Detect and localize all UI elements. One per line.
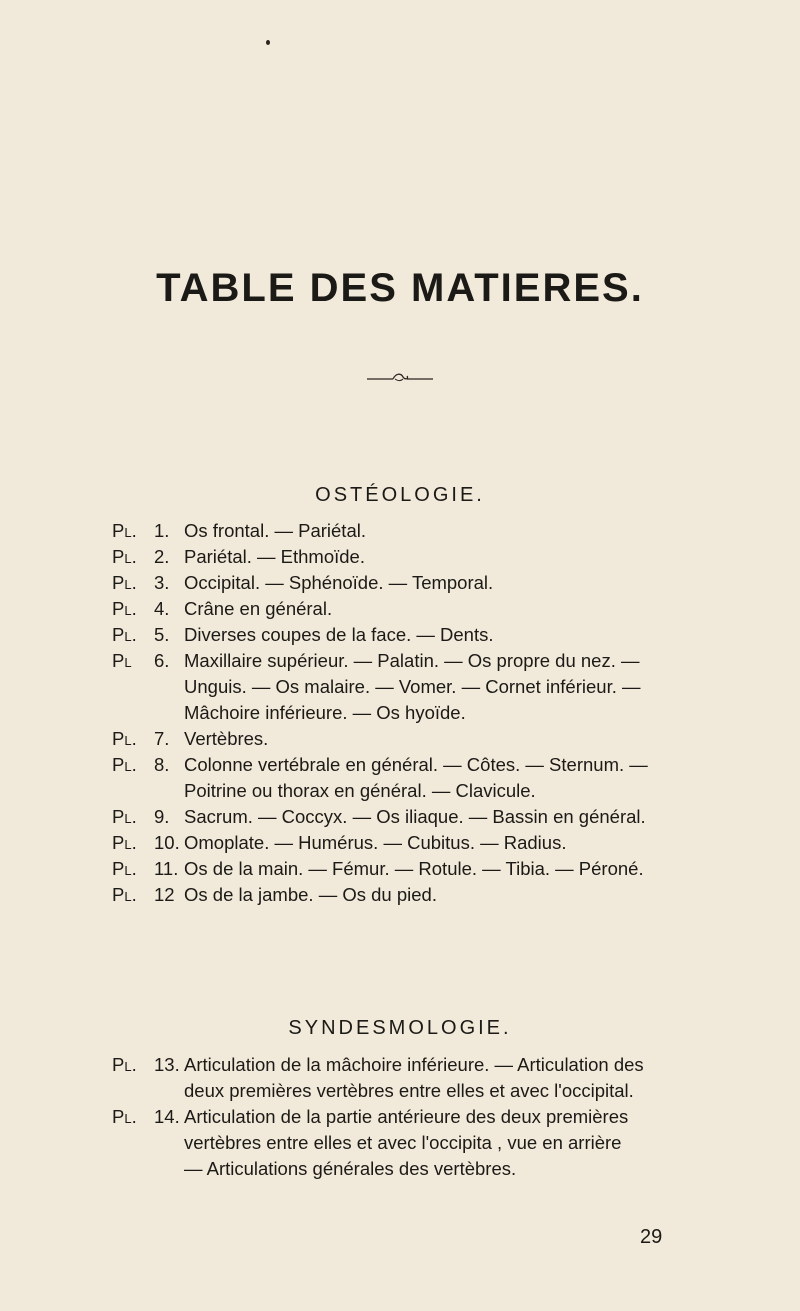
entry-text bbox=[184, 856, 712, 882]
syndesmologie-entries bbox=[112, 1052, 712, 1182]
plate-number: 7. bbox=[154, 728, 170, 749]
entry-text bbox=[184, 648, 712, 726]
entry-line: Sacrum. — Coccyx. — Os iliaque. — Bassin en général. bbox=[184, 806, 646, 827]
plate-label: Pl. bbox=[112, 520, 137, 541]
entry-line: Omoplate. — Humérus. — Cubitus. — Radius. bbox=[184, 832, 567, 853]
toc-entry bbox=[112, 596, 712, 622]
plate-label: Pl. bbox=[112, 598, 137, 619]
entry-line: — Articulations générales des vertèbres. bbox=[184, 1158, 517, 1179]
entry-line: Colonne vertébrale en général. — Côtes. — Sternum. — bbox=[184, 754, 648, 775]
plate-label: Pl. bbox=[112, 1054, 137, 1075]
toc-entry bbox=[112, 570, 712, 596]
plate-number: 3. bbox=[154, 572, 170, 593]
entry-text bbox=[184, 882, 712, 908]
toc-entry bbox=[112, 648, 712, 726]
entry-line: Crâne en général. bbox=[184, 598, 333, 619]
plate-label: Pl. bbox=[112, 546, 137, 567]
plate-number: 12 bbox=[154, 884, 175, 905]
entry-text bbox=[184, 1104, 712, 1182]
plate-label: Pl. bbox=[112, 572, 137, 593]
toc-entry bbox=[112, 1052, 712, 1104]
ink-speck bbox=[266, 40, 270, 45]
entry-line: Vertèbres. bbox=[184, 728, 269, 749]
plate-number: 1. bbox=[154, 520, 170, 541]
entry-line: deux premières vertèbres entre elles et avec l'occipital. bbox=[184, 1080, 634, 1101]
entry-line: Os de la jambe. — Os du pied. bbox=[184, 884, 437, 905]
entry-line: Mâchoire inférieure. — Os hyoïde. bbox=[184, 702, 466, 723]
osteologie-entries bbox=[112, 518, 712, 908]
plate-number: 6. bbox=[154, 650, 170, 671]
entry-line: Maxillaire supérieur. — Palatin. — Os propre du nez. — bbox=[184, 650, 640, 671]
plate-label: Pl. bbox=[112, 754, 137, 775]
toc-entry bbox=[112, 830, 712, 856]
entry-text bbox=[184, 622, 712, 648]
entry-line: vertèbres entre elles et avec l'occipita , vue en arrière bbox=[184, 1132, 622, 1153]
plate-number: 8. bbox=[154, 754, 170, 775]
entry-line: Occipital. — Sphénoïde. — Temporal. bbox=[184, 572, 494, 593]
plate-number: 4. bbox=[154, 598, 170, 619]
toc-entry bbox=[112, 622, 712, 648]
plate-label: Pl. bbox=[112, 832, 137, 853]
plate-label: Pl. bbox=[112, 806, 137, 827]
page-number: 29 bbox=[640, 1226, 663, 1248]
toc-entry bbox=[112, 804, 712, 830]
plate-label: Pl. bbox=[112, 624, 137, 645]
plate-number: 13. bbox=[154, 1054, 180, 1075]
toc-entry bbox=[112, 882, 712, 908]
section-heading-osteologie: OSTÉOLOGIE. bbox=[315, 484, 485, 506]
entry-line: Unguis. — Os malaire. — Vomer. — Cornet inférieur. — bbox=[184, 676, 641, 697]
ornament-divider bbox=[365, 370, 435, 384]
plate-label: Pl. bbox=[112, 1106, 137, 1127]
entry-text bbox=[184, 518, 712, 544]
toc-entry bbox=[112, 1104, 712, 1182]
entry-text bbox=[184, 752, 712, 804]
entry-line: Os de la main. — Fémur. — Rotule. — Tibia. — Péroné. bbox=[184, 858, 644, 879]
entry-text bbox=[184, 830, 712, 856]
entry-text bbox=[184, 1052, 712, 1104]
plate-number: 9. bbox=[154, 806, 170, 827]
page-title: TABLE DES MATIERES. bbox=[156, 266, 644, 310]
plate-label: Pl. bbox=[112, 858, 137, 879]
plate-number: 5. bbox=[154, 624, 170, 645]
entry-text bbox=[184, 726, 712, 752]
plate-number: 11. bbox=[154, 858, 179, 879]
entry-line: Articulation de la partie antérieure des deux premières bbox=[184, 1106, 629, 1127]
toc-entry bbox=[112, 856, 712, 882]
plate-label: Pl. bbox=[112, 728, 137, 749]
entry-text bbox=[184, 570, 712, 596]
entry-text bbox=[184, 596, 712, 622]
entry-line: Articulation de la mâchoire inférieure. — Articulation des bbox=[184, 1054, 644, 1075]
plate-number: 2. bbox=[154, 546, 170, 567]
plate-number: 14. bbox=[154, 1106, 180, 1127]
plate-label: Pl. bbox=[112, 884, 137, 905]
toc-entry bbox=[112, 726, 712, 752]
toc-entry bbox=[112, 752, 712, 804]
plate-number: 10. bbox=[154, 832, 180, 853]
entry-line: Os frontal. — Pariétal. bbox=[184, 520, 366, 541]
toc-entry bbox=[112, 544, 712, 570]
entry-line: Poitrine ou thorax en général. — Clavicule. bbox=[184, 780, 536, 801]
section-heading-syndesmologie: SYNDESMOLOGIE. bbox=[288, 1017, 512, 1039]
entry-line: Pariétal. — Ethmoïde. bbox=[184, 546, 365, 567]
plate-label: Pl bbox=[112, 650, 132, 671]
toc-entry bbox=[112, 518, 712, 544]
entry-line: Diverses coupes de la face. — Dents. bbox=[184, 624, 494, 645]
entry-text bbox=[184, 804, 712, 830]
entry-text bbox=[184, 544, 712, 570]
